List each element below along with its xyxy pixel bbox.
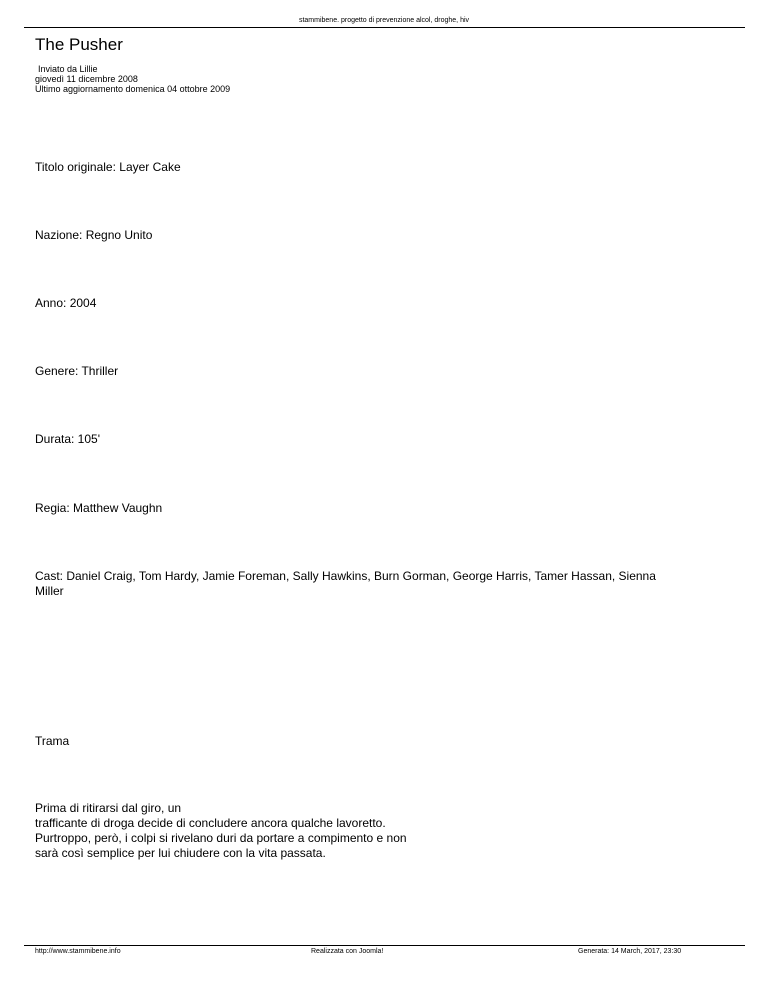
header-divider — [24, 27, 745, 28]
field-cast — [35, 569, 725, 599]
footer-divider — [24, 945, 745, 946]
plot-line: Purtroppo, però, i colpi si rivelano duri da portare a compimento e non — [35, 831, 407, 845]
author-line: Inviato da Lillie — [38, 64, 98, 74]
plot-heading: Trama — [35, 734, 70, 748]
article-meta — [35, 64, 230, 94]
field-year: Anno: 2004 — [35, 296, 97, 310]
field-duration: Durata: 105' — [35, 432, 100, 446]
cast-line: Cast: Daniel Craig, Tom Hardy, Jamie Foreman, Sally Hawkins, Burn Gorman, George Harris, Tamer Hassan, Sienna — [35, 569, 656, 583]
field-director: Regia: Matthew Vaughn — [35, 501, 163, 515]
page-title: The Pusher — [35, 35, 123, 54]
cast-line: Miller — [35, 584, 64, 598]
plot-line: trafficante di droga decide di concludere ancora qualche lavoretto. — [35, 816, 386, 830]
plot-text — [35, 801, 455, 861]
footer-generated: Generata: 14 March, 2017, 23:30 — [578, 948, 682, 955]
field-genre: Genere: Thriller — [35, 364, 119, 378]
field-original-title: Titolo originale: Layer Cake — [35, 160, 181, 174]
plot-line: sarà così semplice per lui chiudere con la vita passata. — [35, 846, 326, 860]
plot-line: Prima di ritirarsi dal giro, un — [35, 801, 182, 815]
footer-url: http://www.stammibene.info — [35, 948, 121, 955]
field-country: Nazione: Regno Unito — [35, 228, 153, 242]
created-date: giovedì 11 dicembre 2008 — [35, 74, 138, 84]
updated-date: Ultimo aggiornamento domenica 04 ottobre 2009 — [35, 84, 231, 94]
site-tagline: stammibene. progetto di prevenzione alcol, droghe, hiv — [298, 17, 470, 24]
footer-powered-by: Realizzata con Joomla! — [311, 948, 384, 955]
